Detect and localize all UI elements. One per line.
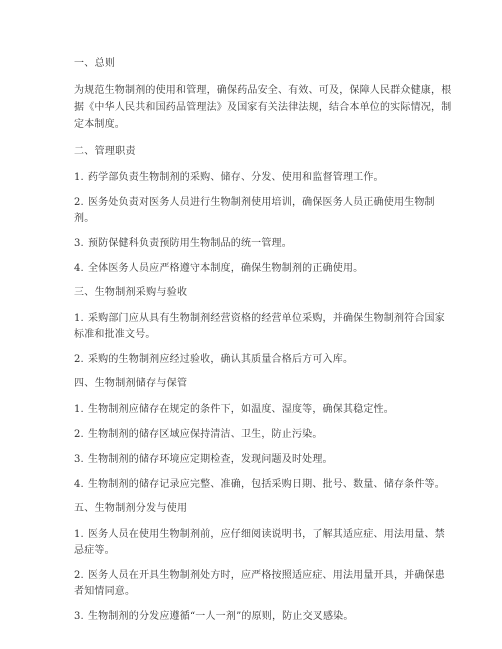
item-number: 4. (74, 479, 84, 490)
item-number: 3. (74, 611, 84, 622)
document-body (74, 57, 454, 634)
list-item (74, 311, 454, 343)
list-item (74, 527, 454, 559)
section-heading-distribution: 五、生物制剂分发与使用 (74, 503, 188, 514)
item-number: 3. (74, 238, 84, 249)
item-number: 4. (74, 263, 84, 274)
item-number: 3. (74, 454, 84, 465)
item-text: 药学部负责生物制剂的采购、储存、分发、使用和监督管理工作。 (87, 172, 384, 183)
item-text: 采购的生物制剂应经过验收，确认其质量合格后方可入库。 (87, 354, 354, 365)
item-number: 2. (74, 570, 84, 581)
list-item (74, 352, 454, 368)
item-number: 2. (74, 354, 84, 365)
item-number: 1. (74, 529, 84, 540)
list-item (74, 568, 454, 600)
list-item (74, 452, 454, 468)
list-item (74, 236, 454, 252)
section-heading-storage: 四、生物制剂储存与保管 (74, 378, 188, 389)
item-number: 2. (74, 429, 84, 440)
list-item (74, 427, 454, 443)
item-text: 预防保健科负责预防用生物制品的统一管理。 (87, 238, 292, 249)
item-text: 医务人员在使用生物制剂前，应仔细阅读说明书，了解其适应症、用法用量、禁忌症等。 (74, 529, 445, 556)
list-item (74, 195, 454, 227)
list-item (74, 170, 454, 186)
section-intro-general: 为规范生物制剂的使用和管理，确保药品安全、有效、可及，保障人民群众健康，根据《中华人民共和国药品管理法》及国家有关法律法规，结合本单位的实际情况，制定本制度。 (74, 85, 452, 130)
item-number: 1. (74, 313, 84, 324)
item-text: 医务处负责对医务人员进行生物制剂使用培训，确保医务人员正确使用生物制剂。 (74, 197, 435, 224)
item-number: 2. (74, 197, 84, 208)
section-heading-procurement: 三、生物制剂采购与验收 (74, 287, 188, 298)
list-item (74, 261, 454, 277)
section-heading-general: 一、总则 (74, 58, 116, 69)
item-text: 医务人员在开具生物制剂处方时，应严格按照适应症、用法用量开具，并确保患者知情同意。 (74, 570, 445, 597)
list-item (74, 477, 454, 493)
list-item (74, 609, 454, 625)
item-number: 1. (74, 172, 84, 183)
item-text: 生物制剂应储存在规定的条件下，如温度、湿度等，确保其稳定性。 (87, 404, 394, 415)
item-text: 生物制剂的储存记录应完整、准确，包括采购日期、批号、数量、储存条件等。 (87, 479, 445, 490)
item-number: 1. (74, 404, 84, 415)
item-text: 生物制剂的储存区域应保持清洁、卫生，防止污染。 (87, 429, 323, 440)
item-text: 全体医务人员应严格遵守本制度，确保生物制剂的正确使用。 (87, 263, 364, 274)
item-text: 生物制剂的储存环境应定期检查，发现问题及时处理。 (87, 454, 333, 465)
list-item (74, 402, 454, 418)
item-text: 生物制剂的分发应遵循“一人一剂”的原则，防止交叉感染。 (87, 611, 354, 622)
item-text: 采购部门应从具有生物制剂经营资格的经营单位采购，并确保生物制剂符合国家标准和批准文号。 (74, 313, 445, 340)
section-heading-responsibilities: 二、管理职责 (74, 146, 136, 157)
